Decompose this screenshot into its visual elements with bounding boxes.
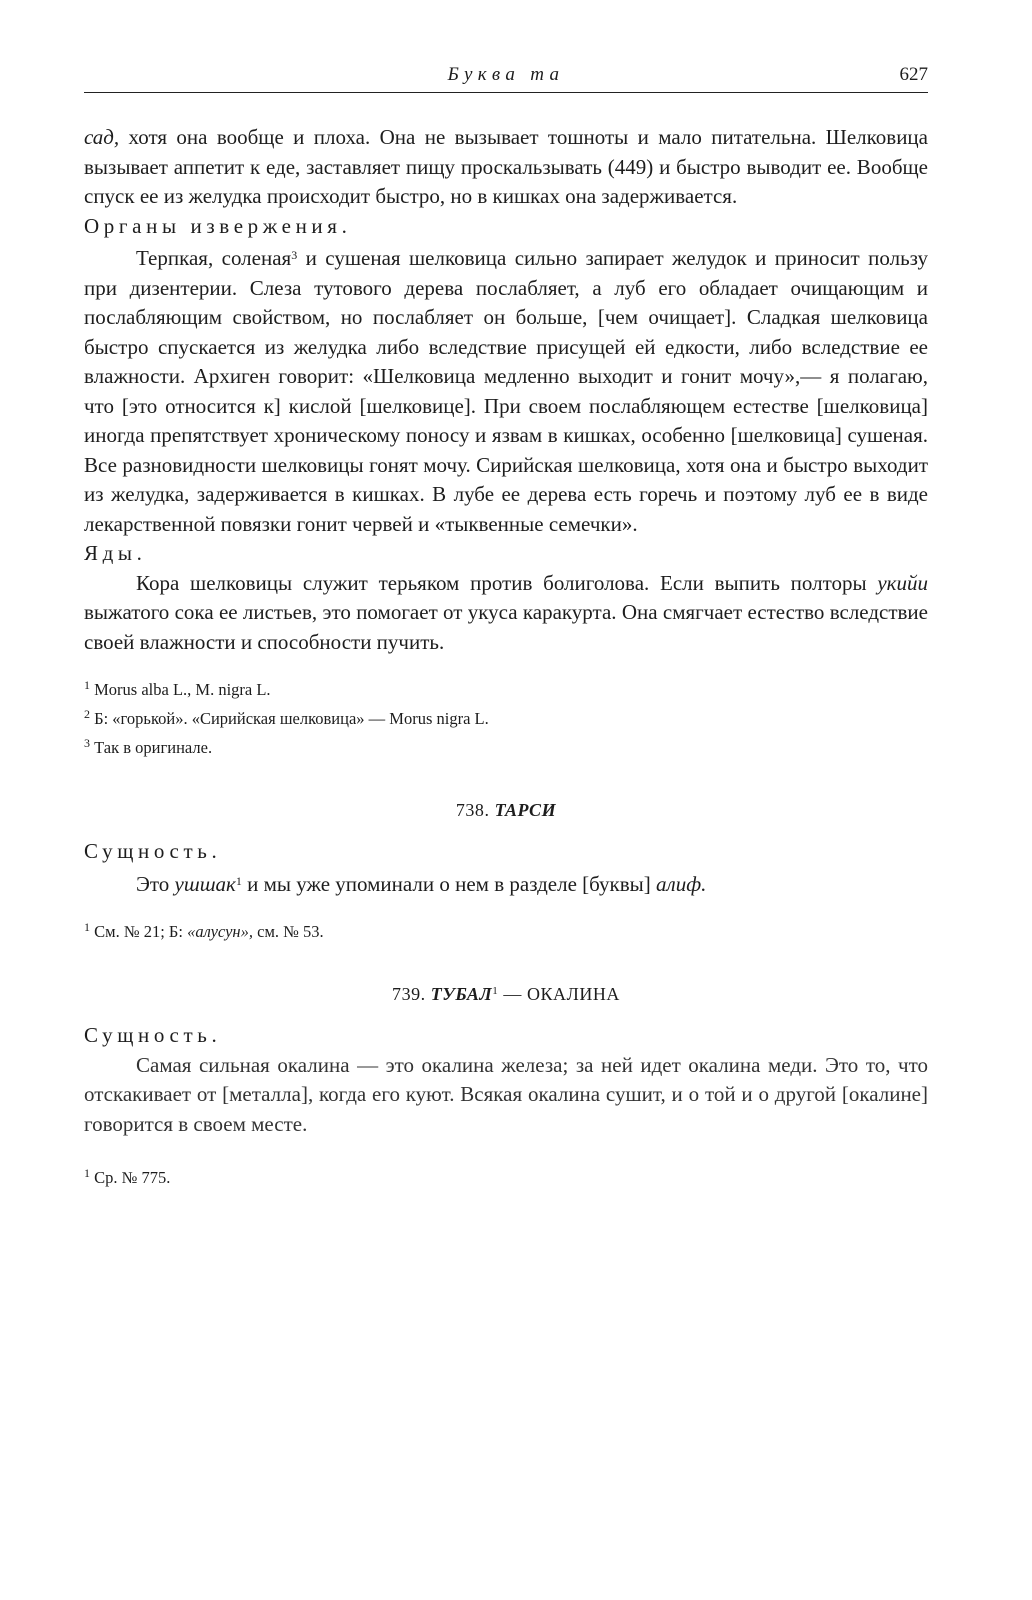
italic-term: сад, [84,125,120,149]
book-page [84,62,928,1190]
paragraph-continuation: сад, хотя она вообще и плоха. Она не вызывает тошноты и мало питательна. Шелковица вызывает аппетит к еде, заставляет пищу проскальзывать (449) и быстро выводит ее. Вообще спуск ее из желудка происходит быстро, но в кишках она задерживается. [84,125,928,208]
footnotes-738 [84,915,928,944]
page-number: 627 [899,64,928,85]
section-title-739: 739. ТУБАЛ$^1$ — ОКАЛИНА [392,984,620,1004]
page-body [84,123,928,1190]
italic-term: укийи [877,570,928,595]
italic-term: алиф. [656,871,707,896]
paragraph-essence-739: Самая сильная окалина — это окалина железа; за ней идет окалина меди. Это то, что отскакивает от [металла], когда его куют. Всякая окалина сушит, и о той и о другой [окалине] говорится в своем месте. [84,1052,928,1136]
italic-term: ушшак [174,871,236,896]
subheading-organs: Органы извержения. [84,213,352,238]
page-header [84,62,928,93]
subheading-essence: Сущность. [84,1023,222,1047]
footnote-ref: 1 [492,985,499,997]
subheading-poisons: Яды. [84,541,147,565]
paragraph-poisons: Кора шелковицы служит терьяком против болиголова. Если выпить полторы укийи выжатого сока ее листьев, это помогает от укуса каракурта. Она смягчает естество вследствие своей влажности и способности пучить. [84,570,928,654]
footnote-ref: 1 [235,873,242,888]
footnote: $^1$ См. № 21; Б: «алусун», см. № 53. [84,920,324,941]
footnote: $^2$ Б: «горькой». «Сирийская шелковица» — Morus nigra L. [84,707,489,728]
running-title: Буква та [447,64,565,85]
footnotes-739 [84,1161,928,1190]
footnote: $^1$ Ср. № 775. [84,1166,171,1187]
footnote-ref: 3 [291,248,298,262]
footnote: $^3$ Так в оригинале. [84,736,213,757]
paragraph-essence-738: Это ушшак$^1$ и мы уже упоминали о нем в разделе [буквы] алиф. [136,871,707,896]
section-title-738: 738. ТАРСИ [455,800,557,820]
subheading-essence: Сущность. [84,839,222,863]
footnotes-737 [84,673,928,760]
paragraph-organs: Терпкая, соленая$^3$ и сушеная шелковица сильно запирает желудок и приносит пользу при дизентерии. Слеза тутового дерева послабляет, а луб его обладает очищающим и послабляющим свойством, но послабляет он больше, [чем очищает]. Сладкая шелковица быстро спускается из желудка либо вследствие присущей ей едкости, либо вследствие ее влажности. Архиген говорит: «Шелковица медленно выходит и гонит мочу»,— я полагаю, что [это относится к] кислой [шелковице]. При своем послабляющем естестве [шелковица] иногда препятствует хроническому поносу и язвам в кишках, особенно [шелковица] сушеная. Все разновидности шелковицы гонят мочу. Сирийская шелковица, хотя она и быстро выходит из желудка, задерживается в кишках. В лубе ее дерева есть горечь и поэтому луб ее в виде лекарственной повязки гонит червей и «тыквенные семечки». [84,246,929,536]
footnote: $^1$ Morus alba L., M. nigra L. [84,678,271,699]
